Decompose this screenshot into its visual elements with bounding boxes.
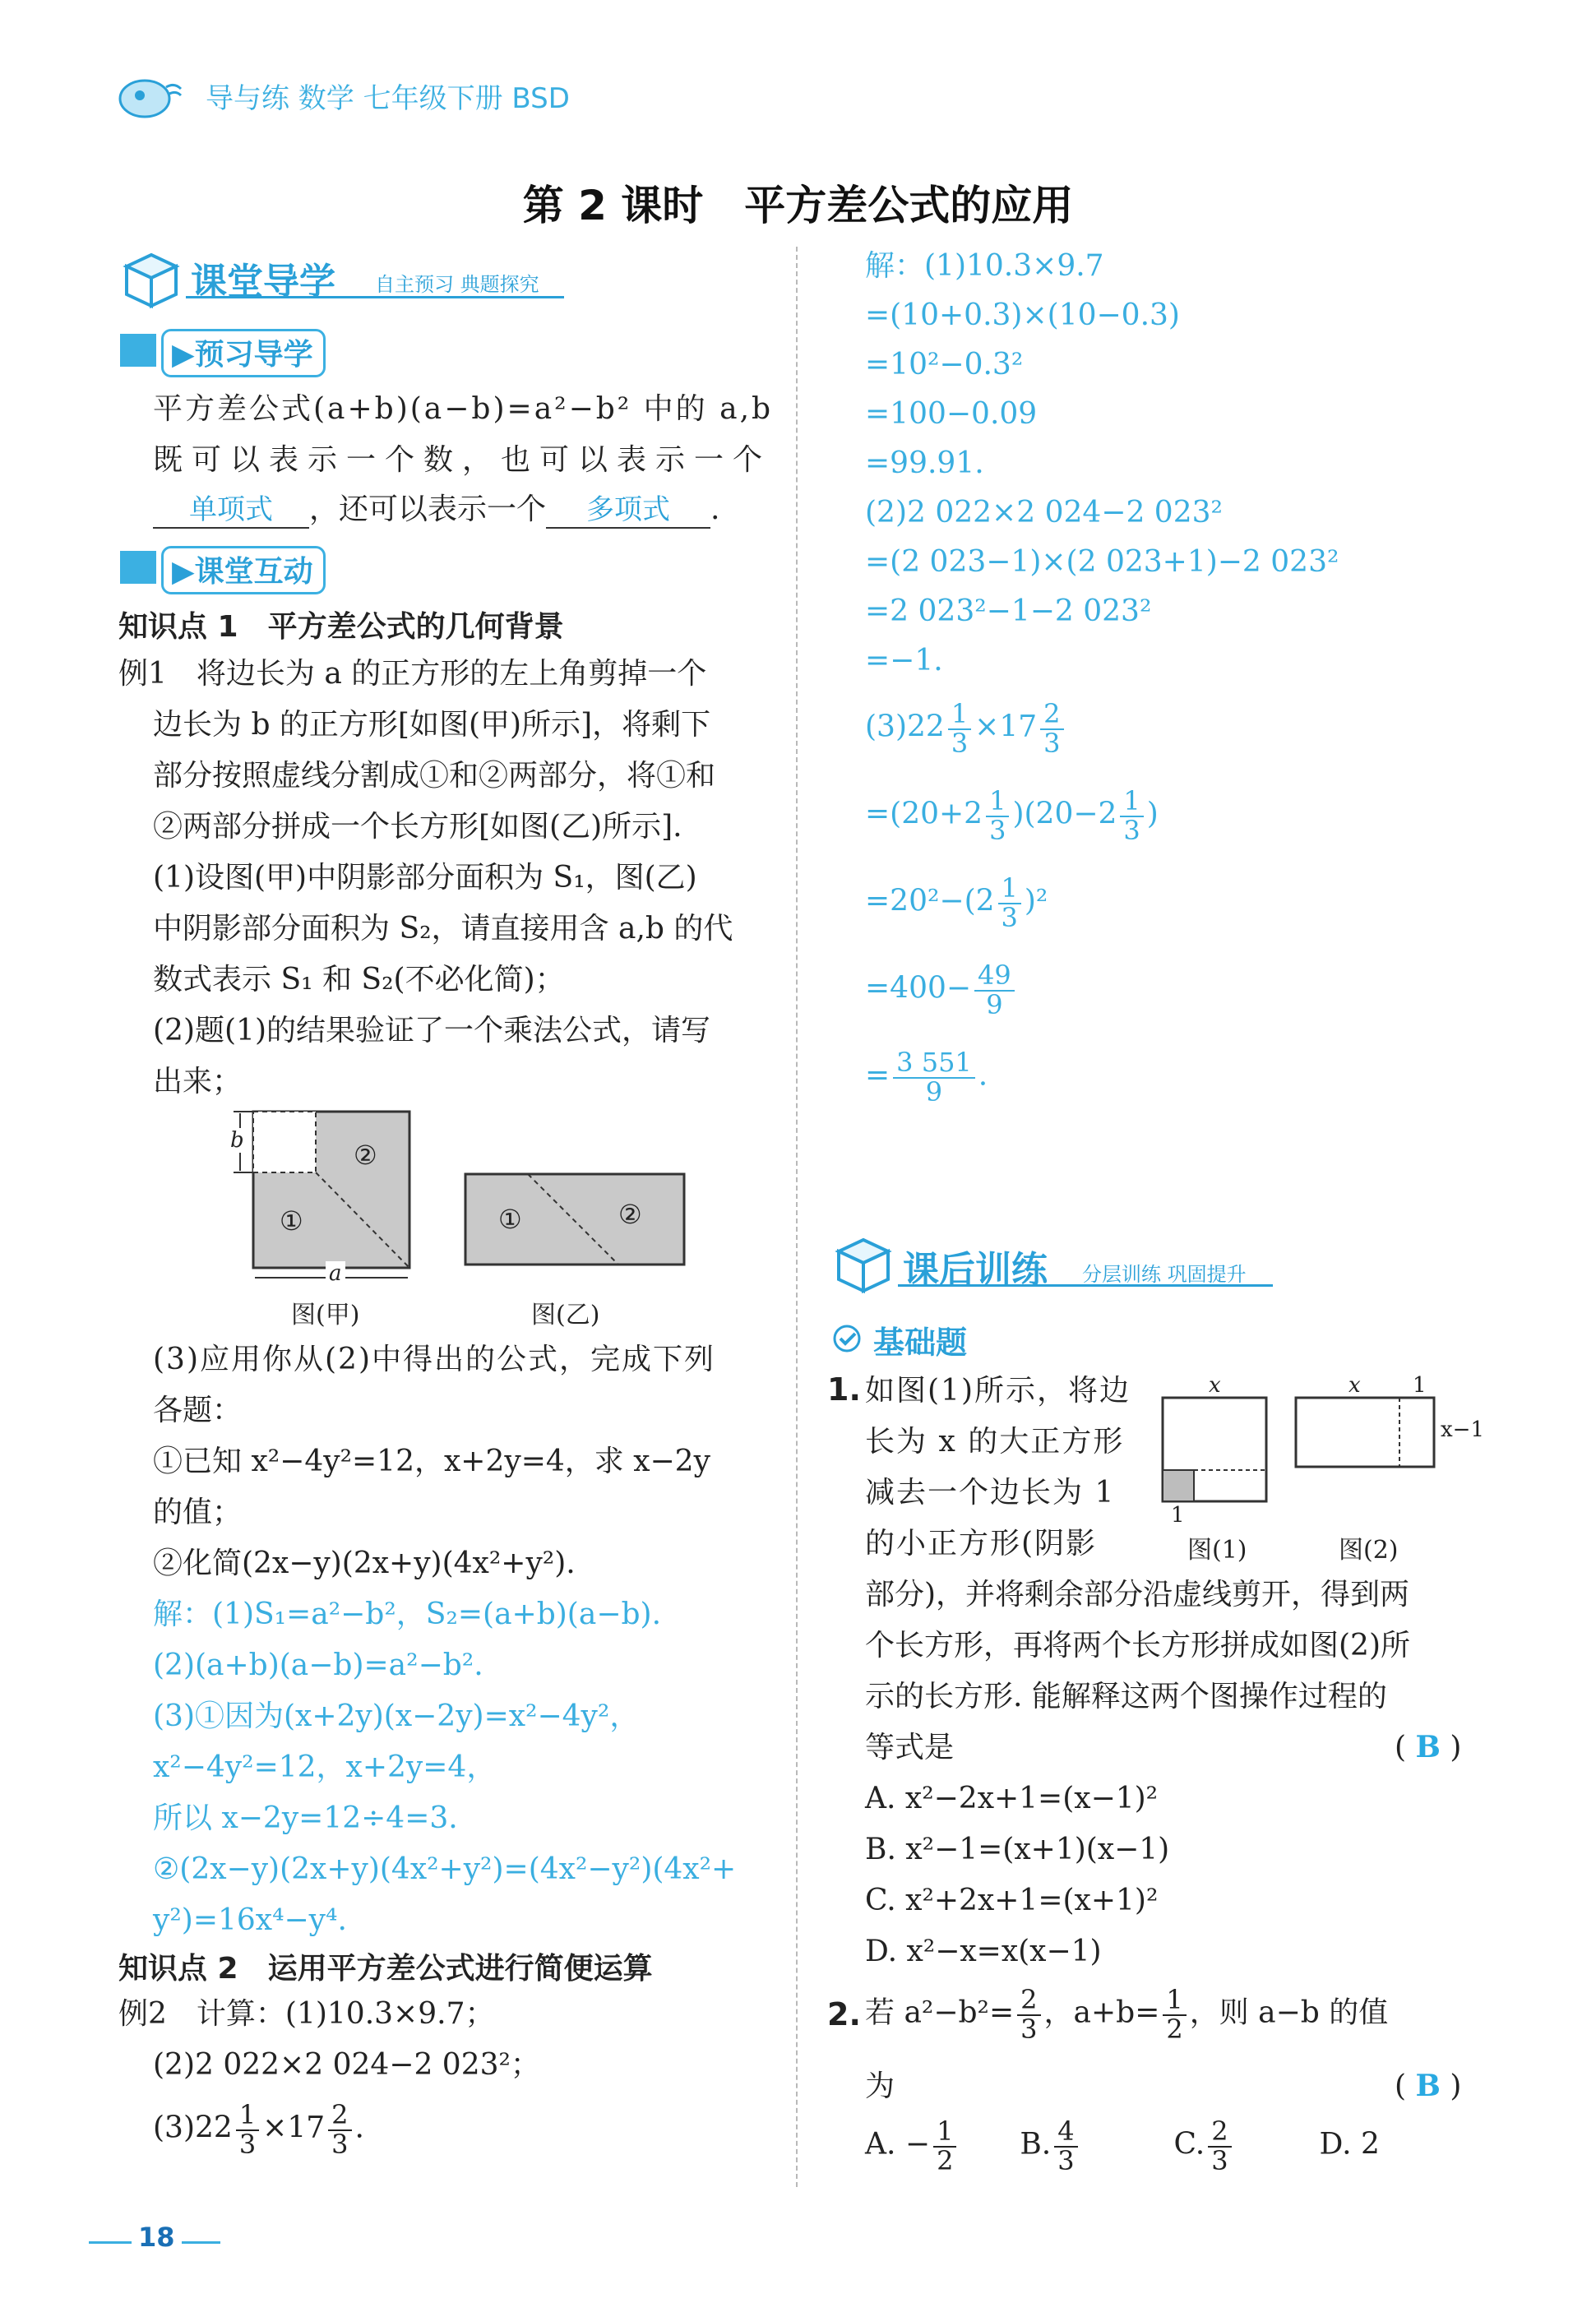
q1-fig2-caption: 图(2): [1339, 1536, 1399, 1565]
section-underline: [898, 1284, 1273, 1287]
right-solution-line: 解：(1)10.3×9.7: [865, 249, 1104, 283]
right-step1: =(20+2 $\frac{1}{3}$ )(20−2 $\frac{1}{3}$ ): [865, 785, 1159, 846]
preview-blank1: 单项式: [189, 493, 273, 526]
interact-tag-marker: [120, 551, 156, 584]
page-number: 18: [132, 2222, 182, 2253]
preview-line1: 平方差公式(a+b)(a−b)=a²−b² 中的 a,b: [153, 392, 774, 426]
kp1-example-line: 例1 将边长为 a 的正方形的左上角剪掉一个: [118, 657, 707, 691]
q1-figure1: [1159, 1391, 1270, 1514]
right-solution-line: =100−0.09: [865, 397, 1038, 431]
kp1-example-line: 边长为 b 的正方形[如图(甲)所示]，将剩下: [153, 708, 711, 742]
kp1-solution-line: y²)=16x⁴−y⁴.: [153, 1903, 347, 1937]
preview-line2: 既可以表示一个数，也可以表示一个: [153, 443, 772, 477]
kp1-q3-line: (3)应用你从(2)中得出的公式，完成下列: [153, 1343, 715, 1376]
q1-option: B. x²−1=(x+1)(x−1): [865, 1833, 1170, 1866]
basic-check-icon: [830, 1320, 863, 1353]
kp1-solution-line: x²−4y²=12，x+2y=4，: [153, 1750, 497, 1784]
kp1-solution-line: (2)(a+b)(a−b)=a²−b².: [153, 1648, 483, 1682]
fig-yi-caption: 图(乙): [531, 1301, 600, 1329]
q2-answer: ( B ): [1395, 2069, 1462, 2103]
section-subtitle-after: 分层训练 巩固提升: [1082, 1263, 1247, 1286]
q2-line2: 为: [865, 2069, 895, 2103]
fig-yi-region2: ②: [618, 1199, 642, 1230]
q1-line: 减去一个边长为 1: [865, 1476, 1116, 1510]
fig-jia-region2: ②: [354, 1140, 377, 1171]
section-title-after: 课后训练: [903, 1249, 1048, 1291]
right-solution-line: =99.91.: [865, 446, 984, 480]
kp2-example-line: (2)2 022×2 024−2 023²；: [153, 2048, 540, 2082]
fig-jia-label-a: a: [326, 1261, 345, 1286]
kp1-solution-line: 所以 x−2y=12÷4=3.: [153, 1801, 458, 1835]
right-solution-line: =(2 023−1)×(2 023+1)−2 023²: [865, 545, 1339, 579]
q2-options: A. − $\frac{1}{2}$ B. $\frac{4}{3}$ C. $\frac{2}{3}$ D. 2: [865, 2115, 1380, 2176]
q1-answer: ( B ): [1395, 1730, 1462, 1764]
section-underline: [186, 296, 564, 298]
q1-option: C. x²+2x+1=(x+1)²: [865, 1884, 1159, 1917]
kp2-example-line: 例2 计算：(1)10.3×9.7；: [118, 1997, 495, 2031]
q1-fig1-bottom: 1: [1171, 1503, 1185, 1528]
section-cube-icon: [118, 247, 184, 312]
book-title: 导与练 数学 七年级下册 BSD: [206, 82, 570, 115]
kp1-solution-line: ②(2x−y)(2x+y)(4x²+y²)=(4x²−y²)(4x²+: [153, 1852, 737, 1886]
section-title-class: 课堂导学: [191, 261, 335, 303]
lesson-title: 第 2 课时 平方差公式的应用: [522, 182, 1074, 229]
preview-line3: [153, 492, 719, 529]
fig-jia-caption: 图(甲): [291, 1301, 360, 1329]
q1-fig2-top-1: 1: [1413, 1373, 1427, 1398]
q1-number: 1.: [827, 1371, 861, 1408]
q1-line-full: 部分)，并将剩余部分沿虚线剪开，得到两: [865, 1578, 1410, 1611]
fig-jia-label-b: b: [230, 1128, 244, 1153]
q2-number: 2.: [827, 1996, 861, 2032]
right-solution-line: (2)2 022×2 024−2 023²: [865, 496, 1223, 529]
preview-blank2: 多项式: [586, 493, 671, 526]
section-subtitle-class: 自主预习 典题探究: [375, 273, 539, 296]
right-step4: = $\frac{3 551}{9}$ .: [865, 1047, 988, 1107]
preview-tag-marker: [120, 334, 156, 367]
q1-fig1-top: x: [1209, 1373, 1221, 1398]
q1-fig2-side: x−1: [1441, 1417, 1484, 1442]
right-solution-line: =2 023²−1−2 023²: [865, 594, 1152, 628]
figure-jia: [224, 1102, 421, 1291]
right-solution-line: =(10+0.3)×(10−0.3): [865, 298, 1180, 332]
interact-tag: ▶课堂互动: [161, 546, 326, 594]
right-q3-line: (3)22 $\frac{1}{3}$ ×17 $\frac{2}{3}$: [865, 701, 1067, 757]
q1-line-full: 示的长方形. 能解释这两个图操作过程的: [865, 1680, 1387, 1713]
fig-yi-region1: ①: [498, 1204, 522, 1235]
kp1-example-line: 出来；: [153, 1065, 243, 1098]
fig-jia-region1: ①: [280, 1205, 303, 1237]
kp1-q3-line: 各题：: [153, 1394, 243, 1427]
kp1-solution-line: (3)①因为(x+2y)(x−2y)=x²−4y²，: [153, 1699, 640, 1733]
q1-fig1-caption: 图(1): [1187, 1536, 1247, 1565]
right-solution-line: =10²−0.3²: [865, 348, 1024, 381]
q1-line: 如图(1)所示，将边: [865, 1374, 1131, 1408]
kp1-title: 知识点 1 平方差公式的几何背景: [118, 610, 564, 644]
preview-middle: ，还可以表示一个: [309, 492, 547, 526]
kp2-title: 知识点 2 运用平方差公式进行简便运算: [118, 1952, 653, 1986]
right-step3: =400− $\frac{49}{9}$: [865, 962, 1018, 1019]
q1-fig2-top-x: x: [1349, 1373, 1361, 1398]
kp1-example-line: (2)题(1)的结果验证了一个乘法公式，请写: [153, 1014, 710, 1047]
preview-tag: ▶预习导学: [161, 329, 326, 377]
preview-end: .: [710, 492, 720, 526]
q1-figure2: [1293, 1391, 1441, 1473]
q1-line-full: 个长方形，再将两个长方形拼成如图(2)所: [865, 1629, 1410, 1662]
q1-line-full: 等式是: [865, 1731, 955, 1764]
q2-stem: 若 a²−b²= $\frac{2}{3}$ ，a+b= $\frac{1}{2}$ ，则 a−b 的值: [865, 1984, 1389, 2045]
section-cube-icon: [830, 1232, 896, 1297]
q1-line: 的小正方形(阴影: [865, 1527, 1098, 1561]
header-logo: [115, 71, 186, 123]
kp1-q3-line: ②化简(2x−y)(2x+y)(4x²+y²).: [153, 1547, 576, 1580]
right-solution-line: =−1.: [865, 644, 943, 677]
q1-option: D. x²−x=x(x−1): [865, 1935, 1102, 1968]
kp1-solution-line: 解：(1)S₁=a²−b²，S₂=(a+b)(a−b).: [153, 1598, 662, 1631]
kp2-q3: (3)22 $\frac{1}{3}$ ×17 $\frac{2}{3}$ .: [153, 2099, 364, 2160]
q1-option: A. x²−2x+1=(x−1)²: [865, 1782, 1159, 1815]
kp1-example-line: ②两部分拼成一个长方形[如图(乙)所示].: [153, 810, 682, 844]
q1-line: 长为 x 的大正方形: [865, 1425, 1125, 1459]
kp1-example-line: 数式表示 S₁ 和 S₂(不必化简)；: [153, 963, 565, 996]
figure-yi: [462, 1171, 689, 1269]
basic-title: 基础题: [873, 1325, 968, 1361]
column-divider: [796, 247, 798, 2187]
kp1-example-line: (1)设图(甲)中阴影部分面积为 S₁，图(乙): [153, 861, 697, 895]
kp1-q3-line: ①已知 x²−4y²=12，x+2y=4，求 x−2y: [153, 1445, 710, 1478]
kp1-q3-line: 的值；: [153, 1496, 243, 1529]
kp1-example-line: 中阴影部分面积为 S₂，请直接用含 a,b 的代: [153, 912, 733, 946]
kp1-example-line: 部分按照虚线分割成①和②两部分，将①和: [153, 759, 716, 793]
right-step2: =20²−(2 $\frac{1}{3}$ )²: [865, 872, 1048, 933]
